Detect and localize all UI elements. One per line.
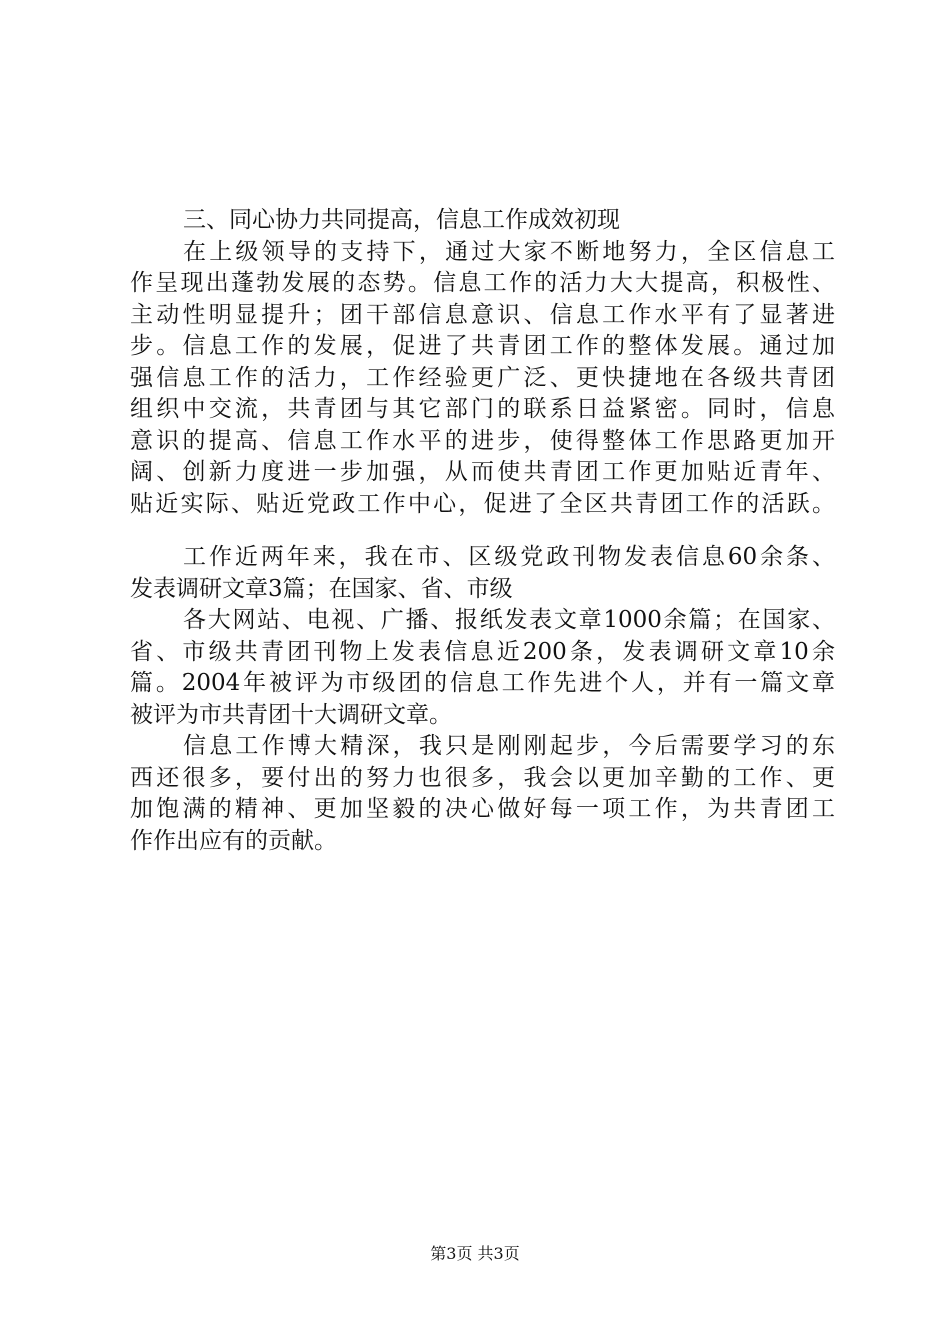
paragraph-line: 被评为市共青团十大调研文章。	[130, 701, 452, 728]
paragraph-line: 作呈现出蓬勃发展的态势。信息工作的活力大大提高，积极性、	[130, 270, 835, 296]
page-number: 第3页 共3页	[430, 1244, 520, 1263]
document-body	[130, 205, 835, 857]
paragraph-line: 作作出应有的贡献。	[130, 827, 337, 854]
paragraph-line: 步。信息工作的发展，促进了共青团工作的整体发展。通过加	[130, 333, 835, 359]
paragraph-line: 主动性明显提升；团干部信息意识、信息工作水平有了显著进	[130, 301, 835, 328]
paragraph-line: 省、市级共青团刊物上发表信息近200条，发表调研文章10余	[130, 638, 835, 665]
paragraph-line: 组织中交流，共青团与其它部门的联系日益紧密。同时，信息	[130, 396, 835, 422]
paragraph-line: 西还很多，要付出的努力也很多，我会以更加辛勤的工作、更	[130, 764, 835, 791]
paragraph-line: 加饱满的精神、更加坚毅的决心做好每一项工作，为共青团工	[130, 796, 835, 822]
paragraph-line: 信息工作博大精深，我只是刚刚起步，今后需要学习的东	[183, 733, 835, 759]
paragraph-line: 在上级领导的支持下，通过大家不断地努力，全区信息工	[183, 238, 835, 265]
paragraph-line: 工作近两年来，我在市、区级党政刊物发表信息60余条、	[183, 544, 835, 570]
paragraph-line: 阔、创新力度进一步加强，从而使共青团工作更加贴近青年、	[130, 459, 835, 485]
section-heading: 三、同心协力共同提高，信息工作成效初现	[183, 207, 620, 233]
paragraph-line: 贴近实际、贴近党政工作中心，促进了全区共青团工作的活跃。	[130, 490, 835, 517]
paragraph-gap	[130, 520, 835, 542]
paragraph-line: 意识的提高、信息工作水平的进步，使得整体工作思路更加开	[130, 427, 835, 454]
paragraph-line: 强信息工作的活力，工作经验更广泛、更快捷地在各级共青团	[130, 364, 835, 391]
paragraph-line: 各大网站、电视、广播、报纸发表文章1000余篇；在国家、	[183, 607, 835, 633]
paragraph-line: 发表调研文章3篇；在国家、省、市级	[130, 575, 513, 602]
paragraph-line: 篇。2004年被评为市级团的信息工作先进个人，并有一篇文章	[130, 670, 835, 696]
